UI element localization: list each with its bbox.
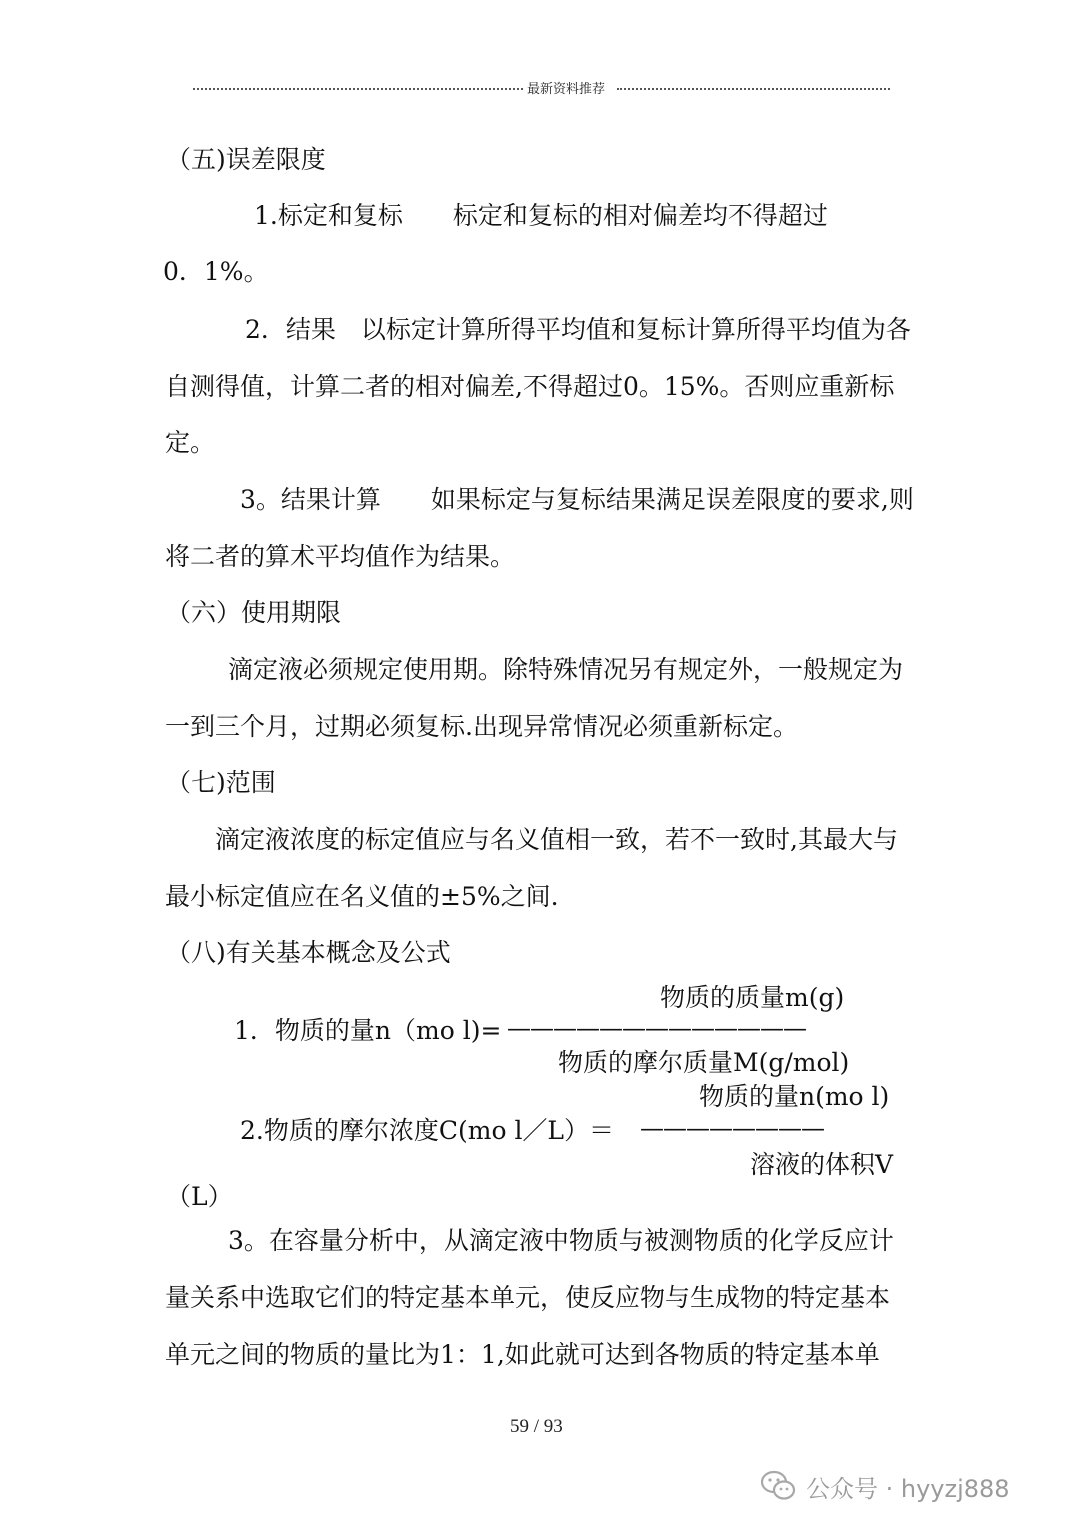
formula-1-fraction-bar: ————————————— — [507, 1014, 806, 1042]
page-number: 59 / 93 — [510, 1416, 563, 1437]
header-dots-left — [193, 88, 523, 90]
formula-1-label: 1．物质的量n（mo l)= — [234, 1016, 502, 1045]
section-6-title: （六）使用期限 — [166, 598, 342, 627]
section-5-item-3-line-2: 将二者的算术平均值作为结果。 — [165, 542, 516, 571]
section-8-title: （八)有关基本概念及公式 — [166, 938, 451, 967]
watermark — [760, 1468, 1010, 1504]
formula-2-label: 2.物质的摩尔浓度C(mo l／L）＝ — [240, 1116, 615, 1145]
header-text: 最新资料推荐 — [527, 82, 606, 97]
formula-1-denominator: 物质的摩尔质量M(g/mol) — [558, 1048, 850, 1077]
section-5-title: （五)误差限度 — [166, 145, 326, 174]
formula-1-numerator: 物质的质量m(g) — [660, 983, 845, 1012]
section-7-line-1: 滴定液浓度的标定值应与名义值相一致，若不一致时,其最大与 — [215, 825, 898, 854]
section-7-line-2: 最小标定值应在名义值的±5%之间. — [165, 882, 559, 911]
formula-2-fraction-bar: ———————— — [640, 1114, 824, 1142]
section-8-item-3-line-3: 单元之间的物质的量比为1：1,如此就可达到各物质的特定基本单 — [165, 1340, 880, 1369]
section-6-line-1: 滴定液必须规定使用期。除特殊情况另有规定外，一般规定为 — [228, 655, 904, 684]
section-5-item-2-line-2: 自测得值，计算二者的相对偏差,不得超过0。15%。否则应重新标 — [165, 372, 895, 401]
page-header — [193, 76, 890, 96]
section-5-item-1-line-2: 0．1%。 — [163, 257, 269, 286]
formula-2-unit: （L） — [166, 1182, 233, 1211]
header-dots-right — [617, 88, 890, 90]
section-7-title: （七)范围 — [166, 768, 276, 797]
section-5-item-3-line-1: 3。结果计算 如果标定与复标结果满足误差限度的要求,则 — [240, 485, 914, 514]
section-5-item-2-line-3: 定。 — [165, 428, 216, 457]
section-8-item-3-line-2: 量关系中选取它们的特定基本单元，使反应物与生成物的特定基本 — [165, 1283, 891, 1312]
wechat-icon — [760, 1470, 796, 1502]
section-8-item-3-line-1: 3。在容量分析中，从滴定液中物质与被测物质的化学反应计 — [228, 1226, 894, 1255]
section-6-line-2: 一到三个月，过期必须复标.出现异常情况必须重新标定。 — [165, 712, 798, 741]
formula-2-numerator: 物质的量n(mo l) — [699, 1082, 890, 1111]
watermark-text: 公众号 · hyyzj888 — [806, 1474, 1010, 1503]
formula-2-denominator: 溶液的体积V — [750, 1150, 894, 1179]
section-5-item-2-line-1: 2．结果 以标定计算所得平均值和复标计算所得平均值为各 — [245, 315, 911, 344]
section-5-item-1-line-1: 1.标定和复标 标定和复标的相对偏差均不得超过 — [254, 201, 828, 230]
